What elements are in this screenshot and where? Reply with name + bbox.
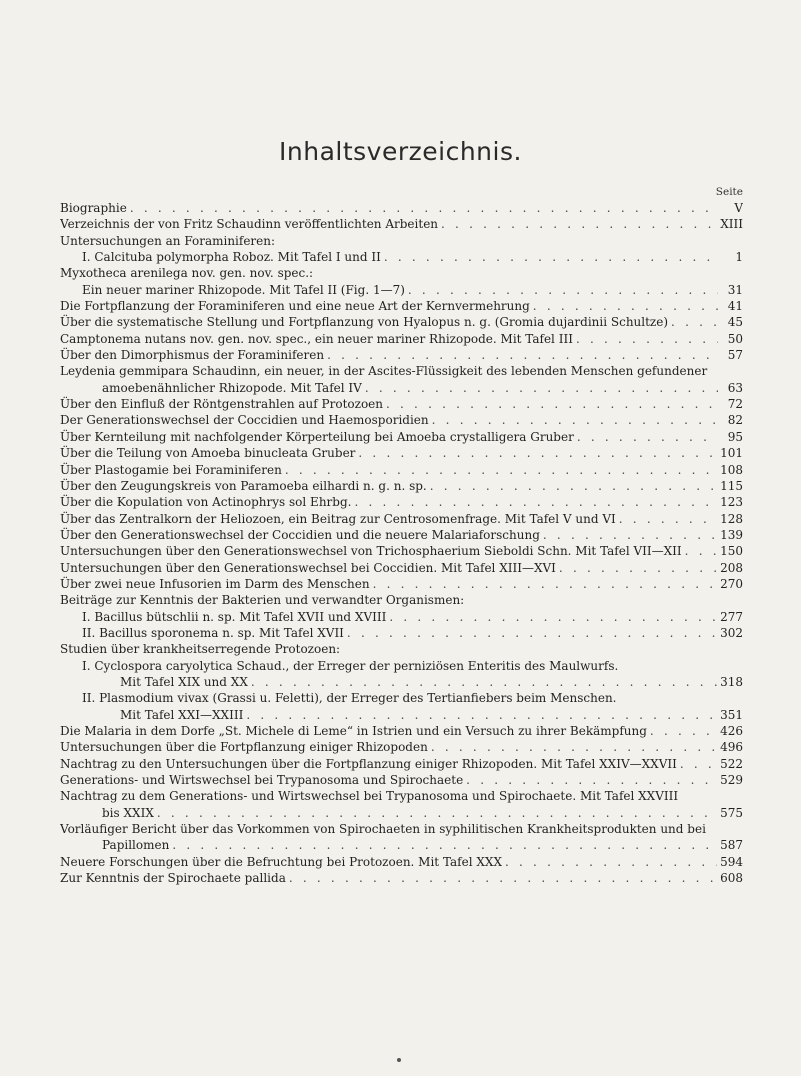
- toc-entry-title: I. Calcituba polymorpha Roboz. Mit Tafel I und II: [82, 250, 381, 265]
- toc-entry-title: Leydenia gemmipara Schaudinn, ein neuer, in der Ascites-Flüssigkeit des lebenden Menschen gefundener: [60, 364, 708, 379]
- toc-entry[interactable]: [60, 216, 743, 232]
- toc-entry[interactable]: [60, 837, 743, 853]
- toc-page-number: 115: [720, 478, 743, 493]
- toc-entry[interactable]: [60, 478, 743, 494]
- toc-entry[interactable]: [60, 282, 743, 298]
- toc-entry[interactable]: [60, 412, 743, 428]
- toc-page-number: 575: [720, 805, 743, 820]
- toc-entry-title: Generations- und Wirtswechsel bei Trypanosoma und Spirochaete: [60, 773, 464, 788]
- toc-entry[interactable]: [60, 609, 743, 625]
- toc-entry[interactable]: [60, 298, 743, 314]
- toc-page-number: 101: [720, 446, 743, 461]
- toc-entry[interactable]: [60, 347, 743, 363]
- toc-leader-dots: [243, 707, 717, 723]
- table-of-contents: [60, 200, 743, 886]
- toc-page-number: XIII: [720, 217, 743, 232]
- toc-page-number: 95: [727, 429, 743, 444]
- toc-entry[interactable]: [60, 363, 743, 379]
- toc-entry[interactable]: [60, 739, 743, 755]
- toc-entry-title: Beiträge zur Kenntnis der Bakterien und verwandter Organismen:: [60, 593, 465, 608]
- toc-entry[interactable]: [60, 707, 743, 723]
- toc-entry[interactable]: [60, 821, 743, 837]
- toc-page-number: 150: [720, 544, 743, 559]
- toc-page-number: 270: [720, 576, 743, 591]
- toc-entry-title: Untersuchungen über die Fortpflanzung einiger Rhizopoden: [60, 740, 428, 755]
- toc-entry[interactable]: [60, 576, 743, 592]
- toc-page-number: 82: [727, 413, 743, 428]
- toc-entry[interactable]: [60, 396, 743, 412]
- toc-page-number: 139: [720, 527, 743, 542]
- toc-entry-title: Die Fortpflanzung der Foraminiferen und eine neue Art der Kernvermehrung: [60, 299, 530, 314]
- toc-entry-title: II. Plasmodium vivax (Grassi u. Feletti), der Erreger des Tertianfiebers beim Menschen.: [82, 691, 617, 706]
- toc-leader-dots: [530, 298, 718, 314]
- toc-leader-dots: [463, 772, 717, 788]
- toc-entry-title: Untersuchungen über den Generationswechsel von Trichosphaerium Sieboldi Schn. Mit Tafel VII—XII: [60, 544, 682, 559]
- toc-page-number: 318: [720, 674, 743, 689]
- toc-entry[interactable]: [60, 494, 743, 510]
- toc-entry[interactable]: [60, 265, 743, 281]
- toc-page-number: 351: [720, 707, 743, 722]
- toc-entry-title: Über den Zeugungskreis von Paramoeba eilhardi n. g. n. sp.: [60, 478, 427, 493]
- toc-entry-title: I. Cyclospora caryolytica Schaud., der Erreger der perniziösen Enteritis des Maulwurfs.: [82, 658, 619, 673]
- toc-entry-title: Der Generationswechsel der Coccidien und Haemosporidien: [60, 413, 429, 428]
- toc-entry-title: Über Kernteilung mit nachfolgender Körperteilung bei Amoeba crystalligera Gruber: [60, 429, 574, 444]
- toc-leader-dots: [351, 494, 717, 510]
- toc-leader-dots: [438, 216, 717, 232]
- toc-leader-dots: [169, 837, 717, 853]
- toc-entry[interactable]: [60, 249, 743, 265]
- toc-entry-title: Papillomen: [102, 838, 170, 853]
- toc-page-number: 277: [720, 609, 743, 624]
- toc-entry-title: bis XXIX: [102, 805, 154, 820]
- toc-entry-title: amoebenähnlicher Rhizopode. Mit Tafel IV: [102, 380, 362, 395]
- toc-entry-title: Zur Kenntnis der Spirochaete pallida: [60, 871, 286, 886]
- toc-entry-title: Untersuchungen über den Generationswechsel bei Coccidien. Mit Tafel XIII—XVI: [60, 560, 556, 575]
- toc-entry-title: Über die Teilung von Amoeba binucleata Gruber: [60, 446, 356, 461]
- toc-leader-dots: [556, 560, 717, 576]
- toc-leader-dots: [540, 527, 717, 543]
- toc-entry-title: Über den Einfluß der Röntgenstrahlen auf Protozoen: [60, 397, 383, 412]
- toc-leader-dots: [355, 445, 717, 461]
- toc-leader-dots: [286, 870, 717, 886]
- toc-entry[interactable]: [60, 788, 743, 804]
- toc-entry[interactable]: [60, 690, 743, 706]
- toc-entry-title: Mit Tafel XIX und XX: [120, 674, 248, 689]
- toc-leader-dots: [427, 478, 717, 494]
- toc-entry-title: Über zwei neue Infusorien im Darm des Menschen: [60, 576, 370, 591]
- toc-page-number: 594: [720, 854, 743, 869]
- toc-page-number: 426: [720, 724, 743, 738]
- toc-page-number: 41: [727, 299, 743, 314]
- toc-entry-title: Die Malaria in dem Dorfe „St. Michele di Leme“ in Istrien und ein Versuch zu ihrer Bekämpfung: [60, 724, 647, 738]
- toc-entry[interactable]: [60, 723, 743, 739]
- toc-leader-dots: [344, 625, 717, 641]
- toc-entry-title: Verzeichnis der von Fritz Schaudinn veröffentlichten Arbeiten: [60, 217, 439, 232]
- toc-leader-dots: [429, 412, 718, 428]
- toc-page-number: 522: [720, 756, 743, 771]
- toc-entry[interactable]: [60, 233, 743, 249]
- toc-entry[interactable]: [60, 772, 743, 788]
- toc-entry-title: Über die Kopulation von Actinophrys sol Ehrbg.: [60, 495, 352, 510]
- toc-leader-dots: [370, 576, 718, 592]
- toc-entry[interactable]: [60, 429, 743, 445]
- toc-page-number: 608: [720, 871, 743, 886]
- toc-page-number: 31: [727, 282, 743, 297]
- toc-entry-title: Mit Tafel XXI—XXIII: [120, 707, 244, 722]
- toc-leader-dots: [573, 331, 718, 347]
- toc-leader-dots: [383, 396, 718, 412]
- toc-leader-dots: [647, 723, 717, 739]
- toc-entry[interactable]: [60, 331, 743, 347]
- toc-entry-title: Vorläufiger Bericht über das Vorkommen von Spirochaeten in syphilitischen Krankheitsprodukten und bei: [60, 822, 706, 837]
- toc-entry-title: Neuere Forschungen über die Befruchtung bei Protozoen. Mit Tafel XXX: [60, 854, 502, 869]
- toc-page-number: 63: [727, 380, 743, 395]
- toc-entry[interactable]: [60, 756, 743, 772]
- toc-leader-dots: [428, 739, 717, 755]
- toc-page-number: 50: [727, 331, 743, 346]
- toc-entry[interactable]: [60, 805, 743, 821]
- toc-entry-title: Über das Zentralkorn der Heliozoen, ein Beitrag zur Centrosomenfrage. Mit Tafel V und VI: [60, 511, 616, 526]
- toc-leader-dots: [668, 314, 718, 330]
- toc-leader-dots: [616, 511, 717, 527]
- toc-leader-dots: [324, 347, 718, 363]
- toc-page-number: 587: [720, 838, 743, 853]
- page-title: Inhaltsverzeichnis.: [279, 137, 522, 166]
- toc-entry-title: Nachtrag zu den Untersuchungen über die Fortpflanzung einiger Rhizopoden. Mit Tafel XXIV—XXVII: [60, 756, 677, 771]
- footer-dot-mark: [397, 1058, 401, 1062]
- toc-leader-dots: [362, 380, 718, 396]
- toc-page-number: 496: [720, 740, 743, 755]
- toc-entry[interactable]: [60, 592, 743, 608]
- toc-page-number: V: [734, 201, 743, 215]
- toc-entry-title: Camptonema nutans nov. gen. nov. spec., ein neuer mariner Rhizopode. Mit Tafel III: [60, 331, 573, 346]
- toc-entry-title: Ein neuer mariner Rhizopode. Mit Tafel II (Fig. 1—7): [82, 282, 405, 297]
- toc-leader-dots: [574, 429, 718, 445]
- toc-entry[interactable]: [60, 674, 743, 690]
- toc-entry[interactable]: [60, 200, 743, 216]
- toc-leader-dots: [154, 805, 717, 821]
- toc-entry-title: I. Bacillus bütschlii n. sp. Mit Tafel XVII und XVIII: [82, 609, 387, 624]
- toc-entry[interactable]: [60, 314, 743, 330]
- toc-entry[interactable]: [60, 625, 743, 641]
- toc-page-number: 57: [727, 348, 743, 363]
- toc-leader-dots: [381, 249, 718, 265]
- toc-entry-title: Biographie: [60, 201, 127, 215]
- toc-page-number: 302: [720, 625, 743, 640]
- toc-entry-title: Myxotheca arenilega nov. gen. nov. spec.:: [60, 266, 314, 281]
- toc-entry-title: Über Plastogamie bei Foraminiferen: [60, 462, 282, 477]
- toc-entry[interactable]: [60, 658, 743, 674]
- toc-page-number: 529: [720, 773, 743, 788]
- toc-entry-title: Über den Generationswechsel der Coccidien und die neuere Malariaforschung: [60, 527, 540, 542]
- toc-entry[interactable]: [60, 854, 743, 870]
- toc-entry[interactable]: [60, 445, 743, 461]
- toc-entry-title: Studien über krankheitserregende Protozoen:: [60, 642, 341, 657]
- toc-entry[interactable]: [60, 870, 743, 886]
- toc-leader-dots: [677, 756, 717, 772]
- toc-entry[interactable]: [60, 527, 743, 543]
- toc-leader-dots: [127, 200, 718, 216]
- toc-leader-dots: [248, 674, 717, 690]
- page-column-label: Seite: [715, 186, 743, 198]
- toc-entry[interactable]: [60, 543, 743, 559]
- toc-entry[interactable]: [60, 560, 743, 576]
- toc-entry[interactable]: [60, 641, 743, 657]
- toc-entry[interactable]: [60, 380, 743, 396]
- toc-page-number: 208: [720, 560, 743, 575]
- toc-entry-title: Untersuchungen an Foraminiferen:: [60, 233, 276, 248]
- toc-page-number: 72: [727, 397, 743, 412]
- toc-entry-title: Nachtrag zu dem Generations- und Wirtswechsel bei Trypanosoma und Spirochaete. Mit Tafel XXVIII: [60, 789, 679, 804]
- toc-entry-title: II. Bacillus sporonema n. sp. Mit Tafel XVII: [82, 625, 344, 640]
- toc-leader-dots: [386, 609, 717, 625]
- toc-page-number: 123: [720, 495, 743, 510]
- toc-entry-title: Über die systematische Stellung und Fortpflanzung von Hyalopus n. g. (Gromia dujardinii Schultze): [60, 315, 669, 330]
- toc-page-number: 108: [720, 462, 743, 477]
- toc-leader-dots: [682, 543, 717, 559]
- toc-page-number: 1: [735, 250, 743, 265]
- toc-leader-dots: [282, 462, 717, 478]
- toc-leader-dots: [405, 282, 718, 298]
- toc-leader-dots: [502, 854, 717, 870]
- toc-page-number: 128: [720, 511, 743, 526]
- toc-entry[interactable]: [60, 462, 743, 478]
- toc-page-number: 45: [727, 315, 743, 330]
- toc-entry[interactable]: [60, 511, 743, 527]
- toc-entry-title: Über den Dimorphismus der Foraminiferen: [60, 348, 325, 363]
